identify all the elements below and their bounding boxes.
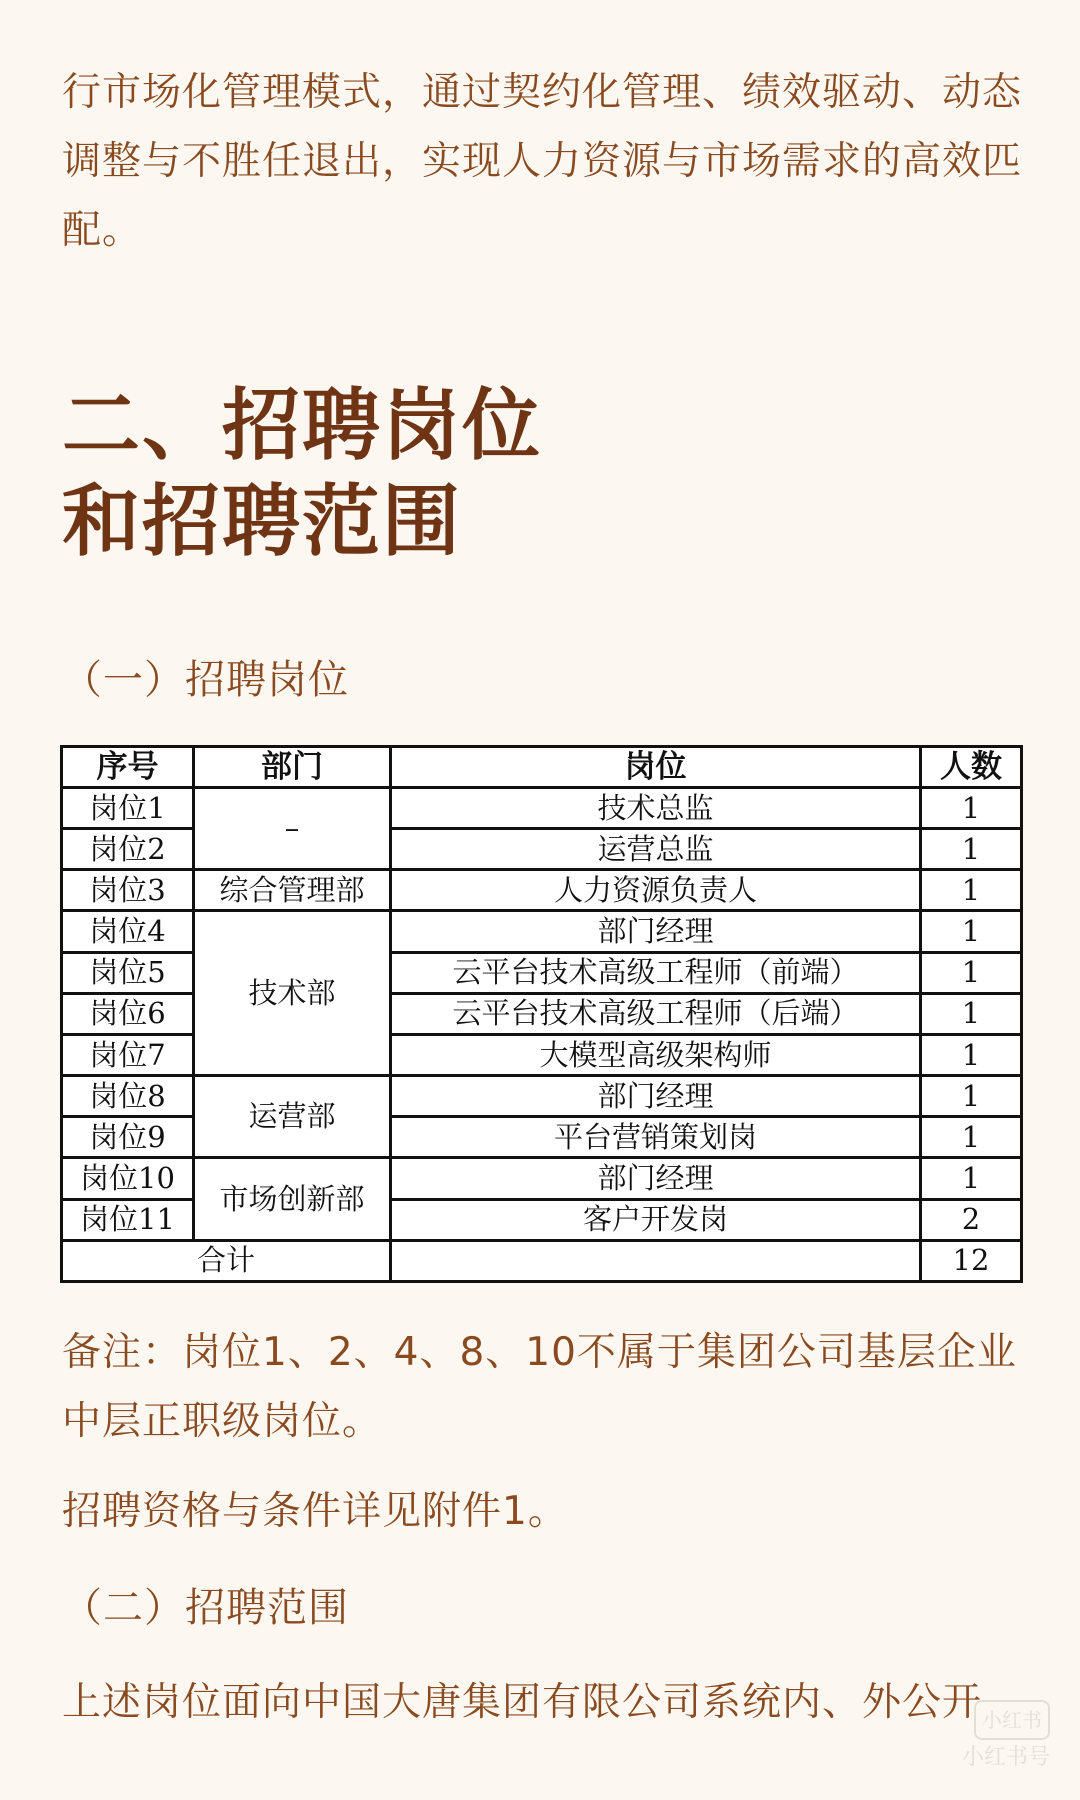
- section-title-line2: 和招聘范围: [62, 477, 463, 567]
- table-total-row: [62, 1240, 1022, 1281]
- note-paragraph: 备注：岗位1、2、4、8、10不属于集团公司基层企业中层正职级岗位。: [62, 1330, 1017, 1444]
- table-row: [62, 1158, 1022, 1199]
- row-no: 岗位9: [62, 1117, 194, 1158]
- row-count: 1: [921, 993, 1022, 1034]
- row-no: 岗位3: [62, 870, 194, 911]
- total-label: 合计: [62, 1240, 391, 1281]
- row-count: 1: [921, 870, 1022, 911]
- row-no: 岗位11: [62, 1199, 194, 1240]
- row-count: 1: [921, 1076, 1022, 1117]
- row-no: 岗位10: [62, 1158, 194, 1199]
- total-empty: [391, 1240, 921, 1281]
- row-post: 技术总监: [391, 788, 921, 829]
- row-no: 岗位6: [62, 993, 194, 1034]
- row-post: 云平台技术高级工程师（前端）: [391, 952, 921, 993]
- row-count: 2: [921, 1199, 1022, 1240]
- row-dept: –: [194, 788, 391, 870]
- subsection-title-positions: （一）招聘岗位: [62, 657, 349, 703]
- table-row: [62, 788, 1022, 829]
- subsection-title-scope: （二）招聘范围: [62, 1585, 349, 1631]
- row-dept: 技术部: [194, 911, 391, 1076]
- row-count: 1: [921, 829, 1022, 870]
- row-count: 1: [921, 1034, 1022, 1075]
- row-count: 1: [921, 788, 1022, 829]
- watermark-id: 小红书号: [961, 1745, 1050, 1770]
- row-no: 岗位1: [62, 788, 194, 829]
- header-count: 人数: [921, 747, 1022, 788]
- row-no: 岗位4: [62, 911, 194, 952]
- row-post: 客户开发岗: [391, 1199, 921, 1240]
- row-post: 部门经理: [391, 1158, 921, 1199]
- row-count: 1: [921, 1117, 1022, 1158]
- header-dept: 部门: [194, 747, 391, 788]
- row-count: 1: [921, 911, 1022, 952]
- row-post: 运营总监: [391, 829, 921, 870]
- row-no: 岗位7: [62, 1034, 194, 1075]
- row-post: 部门经理: [391, 911, 921, 952]
- row-no: 岗位5: [62, 952, 194, 993]
- positions-table: [60, 745, 1023, 1283]
- watermark: [962, 1700, 1050, 1776]
- row-dept: 运营部: [194, 1076, 391, 1158]
- row-dept: 综合管理部: [194, 870, 391, 911]
- watermark-logo: 小红书: [974, 1700, 1050, 1740]
- header-post: 岗位: [391, 747, 921, 788]
- header-no: 序号: [62, 747, 194, 788]
- row-no: 岗位2: [62, 829, 194, 870]
- total-count: 12: [921, 1240, 1022, 1281]
- scope-paragraph: 上述岗位面向中国大唐集团有限公司系统内、外公开: [62, 1680, 983, 1725]
- table-row: [62, 1076, 1022, 1117]
- row-post: 部门经理: [391, 1076, 921, 1117]
- intro-paragraph: 行市场化管理模式，通过契约化管理、绩效驱动、动态调整与不胜任退出，实现人力资源与市场需求的高效匹配。: [62, 70, 1023, 253]
- row-post: 大模型高级架构师: [391, 1034, 921, 1075]
- row-count: 1: [921, 952, 1022, 993]
- row-dept: 市场创新部: [194, 1158, 391, 1240]
- row-count: 1: [921, 1158, 1022, 1199]
- table-row: [62, 870, 1022, 911]
- positions-table-image: [60, 745, 1020, 1283]
- row-post: 人力资源负责人: [391, 870, 921, 911]
- table-row: [62, 911, 1022, 952]
- section-title-line1: 二、招聘岗位: [62, 381, 543, 471]
- qualification-paragraph: 招聘资格与条件详见附件1。: [62, 1489, 568, 1534]
- row-post: 云平台技术高级工程师（后端）: [391, 993, 921, 1034]
- row-no: 岗位8: [62, 1076, 194, 1117]
- table-header-row: [62, 747, 1022, 788]
- row-post: 平台营销策划岗: [391, 1117, 921, 1158]
